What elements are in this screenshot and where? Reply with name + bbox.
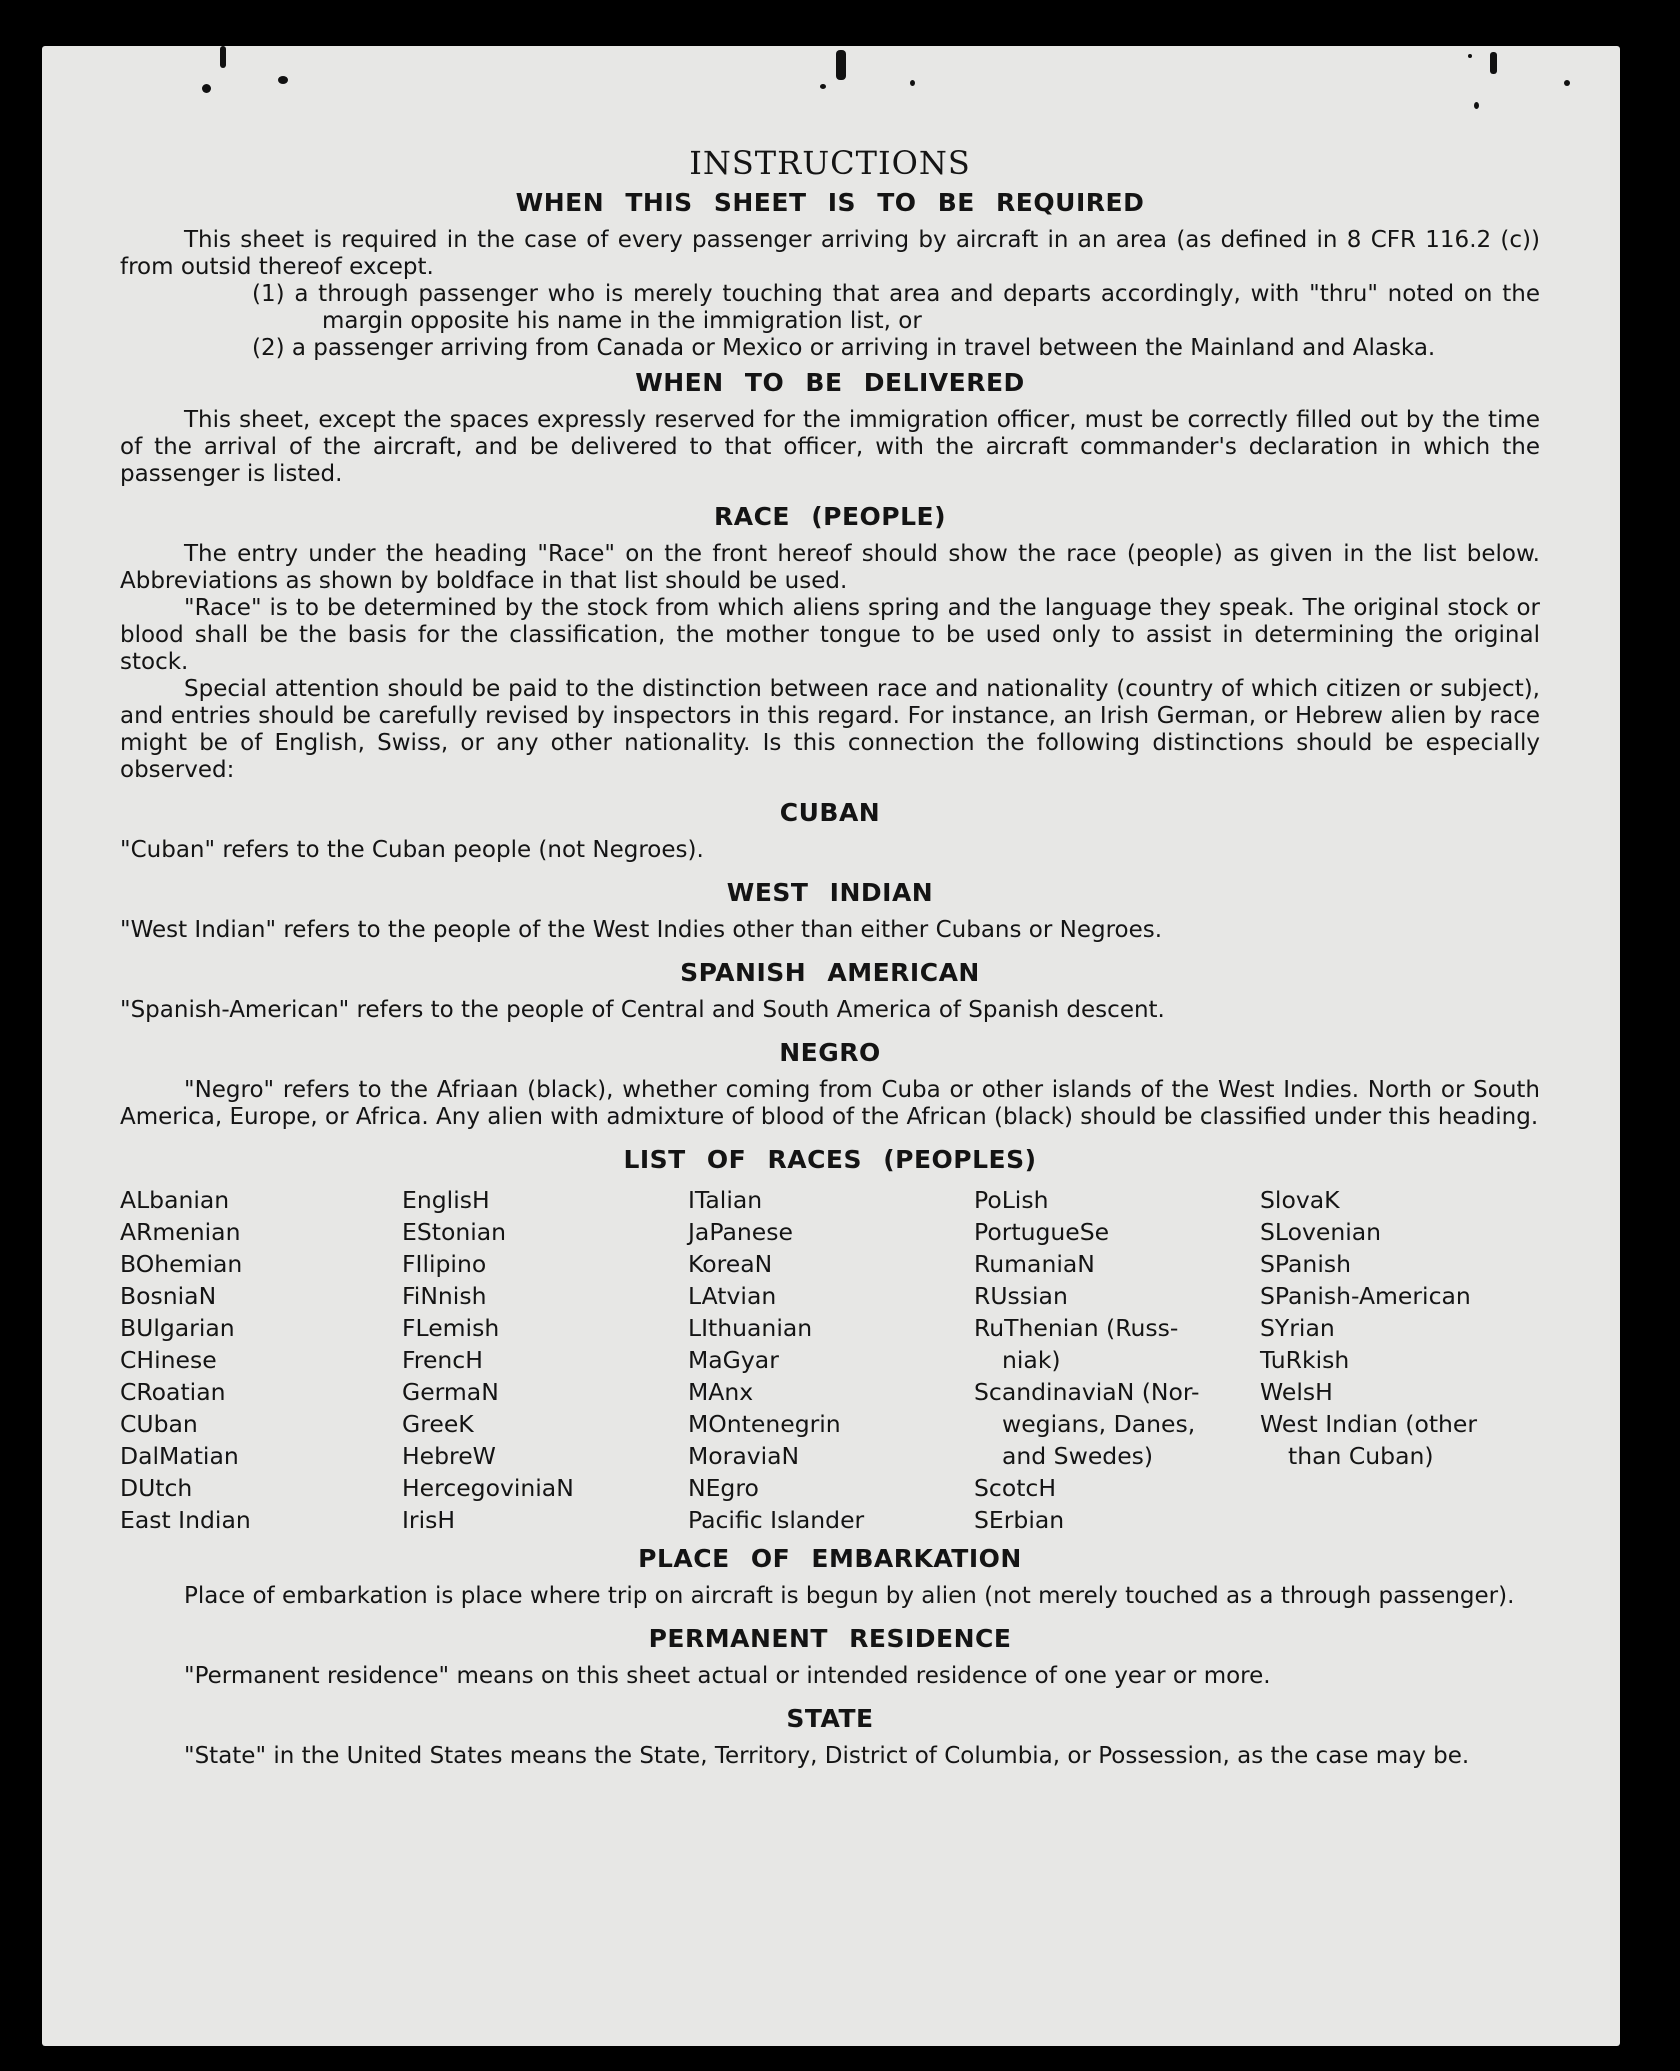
race-item: ScotcH	[974, 1474, 1057, 1502]
race-item: DalMatian	[120, 1442, 239, 1470]
race-item: RUssian	[974, 1282, 1068, 1310]
section-heading-required: WHEN THIS SHEET IS TO BE REQUIRED	[515, 188, 1145, 217]
cuban-text: "Cuban" refers to the Cuban people (not Negroes).	[120, 837, 704, 863]
race-item: MoraviaN	[688, 1442, 800, 1470]
race-item: GermaN	[402, 1378, 499, 1406]
race-item: SPanish-American	[1260, 1282, 1471, 1310]
instructions-content	[120, 144, 1540, 1770]
race-item: EnglisH	[402, 1186, 490, 1214]
race-item: RuThenian (Russ-	[974, 1314, 1179, 1342]
race-item: SPanish	[1260, 1250, 1351, 1278]
race-item: CRoatian	[120, 1378, 226, 1406]
race-item: HebreW	[402, 1442, 496, 1470]
race-item: MAnx	[688, 1378, 754, 1406]
race-item: HercegoviniaN	[402, 1474, 574, 1502]
race-item: RumaniaN	[974, 1250, 1095, 1278]
ink-speck	[1564, 80, 1570, 86]
race-paragraph-3: Special attention should be paid to the distinction between race and nationality (country of which citizen or subject), and entries should be carefully revised by inspectors in this regard. For instance, an Irish German, or Hebrew alien by race might be of English, Swiss, or any other nationality. Is this connection the following distinctions should be especially observed:	[120, 676, 1540, 783]
exception-item-2: (2) a passenger arriving from Canada or Mexico or arriving in travel between the Mainland and Alaska.	[252, 335, 1436, 361]
race-item: JaPanese	[688, 1218, 793, 1246]
section-heading-race-list: LIST OF RACES (PEOPLES)	[623, 1145, 1037, 1174]
race-item: Pacific Islander	[688, 1506, 865, 1534]
race-item: EStonian	[402, 1218, 507, 1246]
race-item: MOntenegrin	[688, 1410, 841, 1438]
race-item: East Indian	[120, 1506, 251, 1534]
delivered-text: This sheet, except the spaces expressly reserved for the immigration officer, must be correctly filled out by the time of the arrival of the aircraft, and be delivered to that officer, with the aircraft commander's declaration in which the passenger is listed.	[120, 407, 1540, 487]
section-heading-spanish-american: SPANISH AMERICAN	[680, 958, 980, 987]
race-item: FIlipino	[402, 1250, 487, 1278]
race-item: IrisH	[402, 1506, 456, 1534]
section-heading-delivered: WHEN TO BE DELIVERED	[635, 368, 1025, 397]
race-item: SYrian	[1260, 1314, 1335, 1342]
race-item: SLovenian	[1260, 1218, 1382, 1246]
race-item: ARmenian	[120, 1218, 241, 1246]
ink-speck	[910, 80, 915, 86]
race-item: LAtvian	[688, 1282, 777, 1310]
page-title: INSTRUCTIONS	[689, 144, 971, 182]
required-text: This sheet is required in the case of every passenger arriving by aircraft in an area (as defined in 8 CFR 116.2 (c)) from outsid thereof except.	[120, 227, 1540, 280]
race-item: than Cuban)	[1288, 1442, 1434, 1470]
ink-speck	[202, 84, 211, 93]
section-heading-west-indian: WEST INDIAN	[726, 878, 934, 907]
race-column-4	[974, 1184, 1260, 1536]
residence-text: "Permanent residence" means on this sheet actual or intended residence of one year or more.	[184, 1663, 1271, 1689]
race-column-1	[120, 1184, 402, 1536]
document-page	[42, 46, 1620, 2046]
race-item: CUban	[120, 1410, 198, 1438]
ink-speck	[836, 50, 846, 80]
race-column-3	[688, 1184, 974, 1536]
race-item: CHinese	[120, 1346, 217, 1374]
west-indian-text: "West Indian" refers to the people of the West Indies other than either Cubans or Negroes.	[120, 917, 1163, 943]
ink-speck	[278, 76, 288, 84]
race-column-5	[1260, 1184, 1540, 1536]
section-heading-negro: NEGRO	[779, 1038, 881, 1067]
section-heading-state: STATE	[786, 1704, 874, 1733]
race-item: PoLish	[974, 1186, 1049, 1214]
ink-speck	[820, 84, 826, 89]
section-heading-embarkation: PLACE OF EMBARKATION	[638, 1544, 1022, 1573]
race-item: FiNnish	[402, 1282, 487, 1310]
race-item: KoreaN	[688, 1250, 773, 1278]
race-item: BOhemian	[120, 1250, 243, 1278]
embarkation-text: Place of embarkation is place where trip on aircraft is begun by alien (not merely touched as a through passenger).	[184, 1583, 1515, 1609]
race-item: BUlgarian	[120, 1314, 235, 1342]
race-item: wegians, Danes,	[1002, 1410, 1196, 1438]
race-item: ALbanian	[120, 1186, 230, 1214]
exception-item-1: (1) a through passenger who is merely touching that area and departs accordingly, with "thru" noted on the margin opposite his name in the immigration list, or	[252, 281, 1540, 334]
race-item: BosniaN	[120, 1282, 217, 1310]
race-item: and Swedes)	[1002, 1442, 1154, 1470]
race-paragraph-2: "Race" is to be determined by the stock from which aliens spring and the language they speak. The original stock or blood shall be the basis for the classification, the mother tongue to be used only to assist in determining the original stock.	[120, 595, 1540, 675]
spanish-american-text: "Spanish-American" refers to the people of Central and South America of Spanish descent.	[120, 997, 1165, 1023]
section-heading-cuban: CUBAN	[779, 798, 881, 827]
section-heading-residence: PERMANENT RESIDENCE	[648, 1624, 1012, 1653]
ink-speck	[1474, 102, 1479, 109]
ink-speck	[1468, 54, 1472, 58]
section-heading-race: RACE (PEOPLE)	[713, 502, 947, 531]
race-paragraph-1: The entry under the heading "Race" on the front hereof should show the race (people) as given in the list below. Abbreviations as shown by boldface in that list should be used.	[120, 541, 1540, 594]
race-item: SlovaK	[1260, 1186, 1340, 1214]
race-list	[120, 1184, 1540, 1536]
ink-speck	[1490, 52, 1497, 74]
race-item: ScandinaviaN (Nor-	[974, 1378, 1200, 1406]
race-item: FLemish	[402, 1314, 500, 1342]
race-item: FrencH	[402, 1346, 483, 1374]
race-item: ITalian	[688, 1186, 763, 1214]
race-item: TuRkish	[1260, 1346, 1350, 1374]
race-column-2	[402, 1184, 688, 1536]
state-text: "State" in the United States means the State, Territory, District of Columbia, or Possession, as the case may be.	[184, 1743, 1470, 1769]
race-item: MaGyar	[688, 1346, 779, 1374]
race-item: NEgro	[688, 1474, 759, 1502]
race-item: GreeK	[402, 1410, 474, 1438]
race-item: niak)	[1002, 1346, 1061, 1374]
ink-speck	[220, 46, 226, 68]
negro-text: "Negro" refers to the Afriaan (black), whether coming from Cuba or other islands of the West Indies. North or South America, Europe, or Africa. Any alien with admixture of blood of the African (black) should be classified under this heading.	[120, 1077, 1540, 1130]
race-item: DUtch	[120, 1474, 193, 1502]
race-item: WelsH	[1260, 1378, 1333, 1406]
race-item: PortugueSe	[974, 1218, 1110, 1246]
race-item: West Indian (other	[1260, 1410, 1478, 1438]
race-item: SErbian	[974, 1506, 1065, 1534]
race-item: LIthuanian	[688, 1314, 813, 1342]
